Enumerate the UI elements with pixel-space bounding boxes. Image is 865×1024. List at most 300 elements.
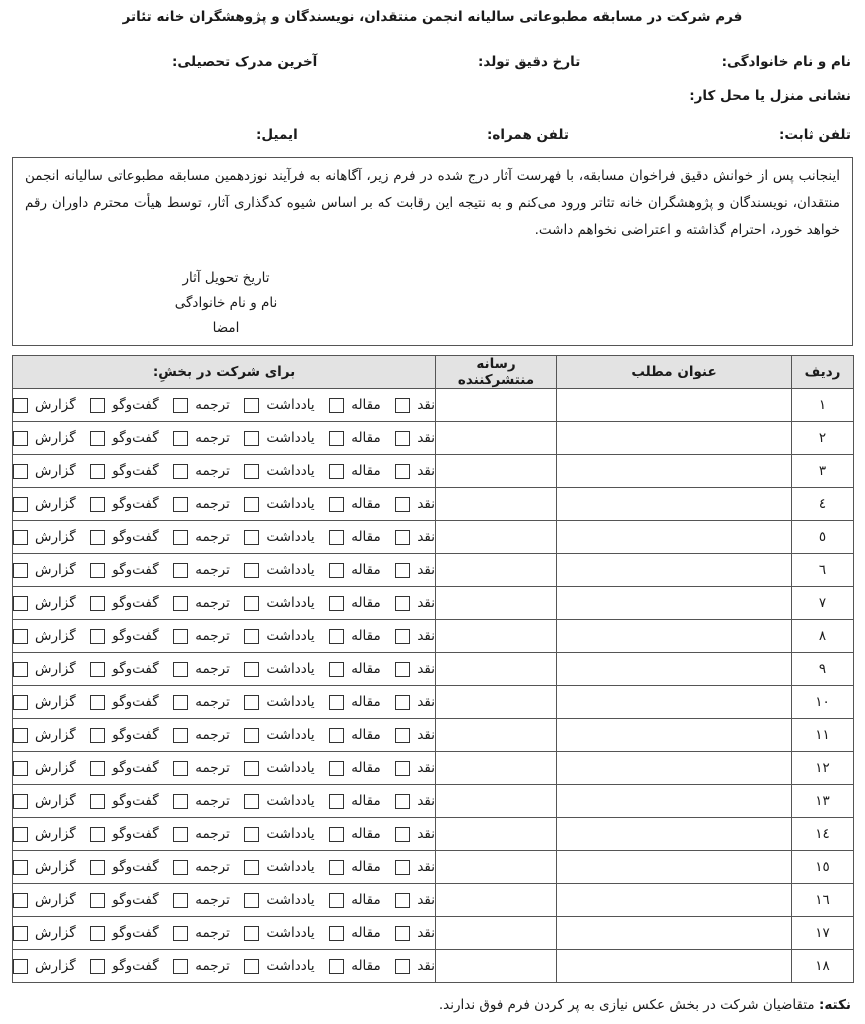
option-label: گزارش	[35, 628, 76, 644]
option-label: یادداشت	[266, 430, 315, 446]
option-label: ترجمه	[195, 430, 230, 446]
option-label: نقد	[417, 628, 435, 644]
option-checkbox[interactable]	[329, 662, 344, 677]
option-checkbox[interactable]	[13, 827, 28, 842]
title-cell[interactable]	[557, 422, 792, 455]
section-options	[13, 661, 435, 677]
option-checkbox[interactable]	[329, 827, 344, 842]
section-option	[244, 760, 314, 776]
option-label: مقاله	[351, 463, 381, 479]
section-option	[395, 727, 435, 743]
option-label: ترجمه	[195, 760, 230, 776]
option-checkbox[interactable]	[329, 860, 344, 875]
option-checkbox[interactable]	[13, 893, 28, 908]
option-checkbox[interactable]	[13, 695, 28, 710]
option-checkbox[interactable]	[13, 497, 28, 512]
option-checkbox[interactable]	[173, 761, 188, 776]
option-checkbox[interactable]	[13, 761, 28, 776]
option-label: نقد	[417, 958, 435, 974]
option-checkbox[interactable]	[13, 959, 28, 974]
table-row	[13, 389, 854, 422]
option-checkbox[interactable]	[244, 761, 259, 776]
table-row	[13, 917, 854, 950]
phone-field-label: تلفن ثابت:	[778, 127, 851, 143]
option-label: ترجمه	[195, 628, 230, 644]
option-checkbox[interactable]	[173, 926, 188, 941]
option-checkbox[interactable]	[329, 431, 344, 446]
option-checkbox[interactable]	[13, 563, 28, 578]
title-cell[interactable]	[557, 785, 792, 818]
media-cell[interactable]	[436, 851, 557, 884]
option-checkbox[interactable]	[244, 794, 259, 809]
option-checkbox[interactable]	[173, 398, 188, 413]
option-label: ترجمه	[195, 397, 230, 413]
title-cell[interactable]	[557, 686, 792, 719]
table-row	[13, 653, 854, 686]
option-checkbox[interactable]	[173, 596, 188, 611]
table-row	[13, 455, 854, 488]
option-checkbox[interactable]	[244, 629, 259, 644]
section-options	[13, 793, 435, 809]
title-cell[interactable]	[557, 587, 792, 620]
option-label: نقد	[417, 430, 435, 446]
option-label: مقاله	[351, 826, 381, 842]
option-label: یادداشت	[266, 727, 315, 743]
option-label: یادداشت	[266, 793, 315, 809]
section-option	[395, 529, 435, 545]
option-checkbox[interactable]	[90, 431, 105, 446]
section-option	[173, 892, 230, 908]
section-option	[395, 793, 435, 809]
table-row	[13, 620, 854, 653]
section-option	[90, 958, 158, 974]
option-label: گزارش	[35, 463, 76, 479]
option-label: مقاله	[351, 892, 381, 908]
section-option	[395, 595, 435, 611]
row-number: ١١	[792, 719, 854, 752]
option-checkbox[interactable]	[90, 926, 105, 941]
section-option	[90, 760, 158, 776]
title-cell[interactable]	[557, 752, 792, 785]
option-checkbox[interactable]	[395, 629, 410, 644]
media-cell[interactable]	[436, 950, 557, 983]
option-checkbox[interactable]	[329, 398, 344, 413]
option-label: گزارش	[35, 562, 76, 578]
section-option	[244, 793, 314, 809]
option-label: مقاله	[351, 925, 381, 941]
option-checkbox[interactable]	[90, 662, 105, 677]
option-checkbox[interactable]	[244, 959, 259, 974]
section-option	[244, 595, 314, 611]
form-title: فرم شرکت در مسابقه مطبوعاتی سالیانه انجمن منتقدان، نویسندگان و پژوهشگران خانه تئاتر	[122, 9, 743, 25]
option-checkbox[interactable]	[90, 629, 105, 644]
section-option	[329, 397, 381, 413]
option-label: گفت‌وگو	[112, 859, 159, 875]
option-checkbox[interactable]	[395, 596, 410, 611]
footer-note-text: متقاضیان شرکت در بخش عکس نیازی به پر کردن فرم فوق ندارند.	[438, 997, 819, 1013]
option-checkbox[interactable]	[395, 893, 410, 908]
title-cell[interactable]	[557, 950, 792, 983]
option-checkbox[interactable]	[13, 398, 28, 413]
option-checkbox[interactable]	[244, 695, 259, 710]
option-label: گزارش	[35, 595, 76, 611]
option-checkbox[interactable]	[244, 563, 259, 578]
section-option	[90, 727, 158, 743]
section-option	[244, 397, 314, 413]
option-label: گفت‌وگو	[112, 430, 159, 446]
option-checkbox[interactable]	[329, 563, 344, 578]
row-number: ٢	[792, 422, 854, 455]
section-option	[329, 628, 381, 644]
option-label: گفت‌وگو	[112, 892, 159, 908]
option-label: ترجمه	[195, 958, 230, 974]
section-option	[13, 397, 76, 413]
option-checkbox[interactable]	[244, 596, 259, 611]
title-cell[interactable]	[557, 521, 792, 554]
table-row	[13, 719, 854, 752]
option-checkbox[interactable]	[13, 464, 28, 479]
option-checkbox[interactable]	[13, 629, 28, 644]
option-label: نقد	[417, 892, 435, 908]
table-row	[13, 521, 854, 554]
section-option	[395, 694, 435, 710]
option-checkbox[interactable]	[13, 530, 28, 545]
option-label: ترجمه	[195, 496, 230, 512]
option-checkbox[interactable]	[395, 563, 410, 578]
media-cell[interactable]	[436, 587, 557, 620]
media-cell[interactable]	[436, 653, 557, 686]
media-cell[interactable]	[436, 884, 557, 917]
section-option	[329, 595, 381, 611]
section-option	[329, 793, 381, 809]
option-checkbox[interactable]	[395, 497, 410, 512]
title-cell[interactable]	[557, 455, 792, 488]
option-checkbox[interactable]	[173, 629, 188, 644]
option-checkbox[interactable]	[173, 860, 188, 875]
media-cell[interactable]	[436, 389, 557, 422]
option-checkbox[interactable]	[90, 959, 105, 974]
option-checkbox[interactable]	[90, 596, 105, 611]
section-option	[173, 661, 230, 677]
option-checkbox[interactable]	[173, 959, 188, 974]
option-label: مقاله	[351, 628, 381, 644]
option-checkbox[interactable]	[395, 926, 410, 941]
title-cell[interactable]	[557, 719, 792, 752]
option-checkbox[interactable]	[395, 728, 410, 743]
media-cell[interactable]	[436, 686, 557, 719]
option-checkbox[interactable]	[244, 728, 259, 743]
option-checkbox[interactable]	[13, 662, 28, 677]
media-cell[interactable]	[436, 620, 557, 653]
option-checkbox[interactable]	[244, 827, 259, 842]
title-cell[interactable]	[557, 917, 792, 950]
option-checkbox[interactable]	[173, 497, 188, 512]
option-label: یادداشت	[266, 694, 315, 710]
media-cell[interactable]	[436, 818, 557, 851]
option-checkbox[interactable]	[173, 431, 188, 446]
option-label: ترجمه	[195, 661, 230, 677]
option-checkbox[interactable]	[395, 827, 410, 842]
section-option	[244, 694, 314, 710]
section-option	[90, 595, 158, 611]
option-label: یادداشت	[266, 397, 315, 413]
signature-line-full-name: نام و نام خانوادگی	[174, 295, 278, 311]
option-checkbox[interactable]	[13, 596, 28, 611]
option-checkbox[interactable]	[90, 497, 105, 512]
media-cell[interactable]	[436, 521, 557, 554]
title-cell[interactable]	[557, 554, 792, 587]
section-option	[13, 595, 76, 611]
option-label: گزارش	[35, 892, 76, 908]
option-checkbox[interactable]	[173, 530, 188, 545]
row-number: ١٨	[792, 950, 854, 983]
option-label: گفت‌وگو	[112, 529, 159, 545]
section-option	[244, 529, 314, 545]
row-number: ١٦	[792, 884, 854, 917]
option-checkbox[interactable]	[13, 860, 28, 875]
option-checkbox[interactable]	[329, 629, 344, 644]
option-label: گزارش	[35, 496, 76, 512]
media-cell[interactable]	[436, 752, 557, 785]
row-number: ١٥	[792, 851, 854, 884]
option-checkbox[interactable]	[395, 530, 410, 545]
section-option	[329, 562, 381, 578]
section-option	[13, 430, 76, 446]
table-row	[13, 587, 854, 620]
section-option	[90, 628, 158, 644]
media-cell[interactable]	[436, 785, 557, 818]
option-checkbox[interactable]	[244, 398, 259, 413]
option-checkbox[interactable]	[244, 464, 259, 479]
option-checkbox[interactable]	[173, 893, 188, 908]
header-media: رسانه منتشرکننده	[436, 356, 557, 389]
row-number: ١٢	[792, 752, 854, 785]
option-checkbox[interactable]	[90, 794, 105, 809]
option-checkbox[interactable]	[395, 794, 410, 809]
title-cell[interactable]	[557, 653, 792, 686]
option-checkbox[interactable]	[329, 926, 344, 941]
option-checkbox[interactable]	[244, 662, 259, 677]
option-label: مقاله	[351, 760, 381, 776]
signature-line-delivery-date: تاریخ تحویل آثار	[182, 270, 270, 286]
row-number: ٧	[792, 587, 854, 620]
section-options	[13, 529, 435, 545]
section-options	[13, 925, 435, 941]
option-checkbox[interactable]	[173, 695, 188, 710]
option-checkbox[interactable]	[90, 563, 105, 578]
option-label: نقد	[417, 463, 435, 479]
option-checkbox[interactable]	[90, 530, 105, 545]
option-label: نقد	[417, 397, 435, 413]
option-checkbox[interactable]	[173, 794, 188, 809]
option-checkbox[interactable]	[244, 431, 259, 446]
section-options	[13, 562, 435, 578]
option-label: ترجمه	[195, 562, 230, 578]
works-table-header-row	[13, 356, 854, 389]
table-row	[13, 818, 854, 851]
option-label: نقد	[417, 826, 435, 842]
option-label: یادداشت	[266, 529, 315, 545]
title-cell[interactable]	[557, 488, 792, 521]
section-option	[173, 760, 230, 776]
section-option	[244, 826, 314, 842]
option-checkbox[interactable]	[395, 662, 410, 677]
option-label: گفت‌وگو	[112, 463, 159, 479]
option-checkbox[interactable]	[329, 464, 344, 479]
option-checkbox[interactable]	[90, 893, 105, 908]
section-option	[90, 562, 158, 578]
row-number: ٦	[792, 554, 854, 587]
table-row	[13, 884, 854, 917]
option-label: یادداشت	[266, 496, 315, 512]
media-cell[interactable]	[436, 455, 557, 488]
title-cell[interactable]	[557, 620, 792, 653]
option-label: مقاله	[351, 694, 381, 710]
section-option	[90, 397, 158, 413]
table-row	[13, 851, 854, 884]
option-label: گزارش	[35, 661, 76, 677]
option-label: ترجمه	[195, 595, 230, 611]
option-label: یادداشت	[266, 859, 315, 875]
signature-block	[171, 266, 281, 341]
option-label: ترجمه	[195, 826, 230, 842]
option-label: گزارش	[35, 958, 76, 974]
option-checkbox[interactable]	[329, 794, 344, 809]
option-checkbox[interactable]	[329, 893, 344, 908]
media-cell[interactable]	[436, 917, 557, 950]
section-option	[244, 661, 314, 677]
section-options	[13, 694, 435, 710]
option-checkbox[interactable]	[173, 464, 188, 479]
option-checkbox[interactable]	[244, 860, 259, 875]
section-option	[329, 430, 381, 446]
option-checkbox[interactable]	[395, 431, 410, 446]
option-checkbox[interactable]	[173, 563, 188, 578]
option-label: مقاله	[351, 529, 381, 545]
option-checkbox[interactable]	[173, 728, 188, 743]
option-label: نقد	[417, 859, 435, 875]
works-table	[12, 355, 854, 983]
section-option	[329, 925, 381, 941]
option-checkbox[interactable]	[395, 464, 410, 479]
header-title: عنوان مطلب	[557, 356, 792, 389]
table-row	[13, 554, 854, 587]
option-checkbox[interactable]	[90, 827, 105, 842]
option-checkbox[interactable]	[395, 860, 410, 875]
option-checkbox[interactable]	[244, 530, 259, 545]
row-number: ١٤	[792, 818, 854, 851]
option-label: گزارش	[35, 760, 76, 776]
media-cell[interactable]	[436, 719, 557, 752]
option-checkbox[interactable]	[395, 398, 410, 413]
option-checkbox[interactable]	[395, 959, 410, 974]
section-option	[329, 760, 381, 776]
section-option	[13, 826, 76, 842]
section-option	[244, 925, 314, 941]
option-checkbox[interactable]	[244, 893, 259, 908]
section-option	[13, 562, 76, 578]
option-checkbox[interactable]	[395, 695, 410, 710]
option-checkbox[interactable]	[329, 728, 344, 743]
option-label: نقد	[417, 595, 435, 611]
section-option	[13, 760, 76, 776]
title-cell[interactable]	[557, 389, 792, 422]
option-checkbox[interactable]	[329, 695, 344, 710]
option-checkbox[interactable]	[329, 959, 344, 974]
section-option	[329, 859, 381, 875]
section-option	[173, 562, 230, 578]
option-label: ترجمه	[195, 793, 230, 809]
option-label: ترجمه	[195, 925, 230, 941]
option-checkbox[interactable]	[244, 926, 259, 941]
option-checkbox[interactable]	[173, 827, 188, 842]
option-checkbox[interactable]	[90, 398, 105, 413]
section-option	[13, 694, 76, 710]
option-checkbox[interactable]	[329, 596, 344, 611]
option-checkbox[interactable]	[395, 761, 410, 776]
option-label: یادداشت	[266, 628, 315, 644]
option-checkbox[interactable]	[329, 497, 344, 512]
option-label: نقد	[417, 694, 435, 710]
option-label: گزارش	[35, 826, 76, 842]
option-checkbox[interactable]	[13, 728, 28, 743]
section-options	[13, 496, 435, 512]
row-number: ١٠	[792, 686, 854, 719]
option-checkbox[interactable]	[329, 530, 344, 545]
option-checkbox[interactable]	[329, 761, 344, 776]
row-number: ٨	[792, 620, 854, 653]
option-label: گزارش	[35, 793, 76, 809]
media-cell[interactable]	[436, 554, 557, 587]
media-cell[interactable]	[436, 488, 557, 521]
option-checkbox[interactable]	[90, 464, 105, 479]
option-label: گفت‌وگو	[112, 397, 159, 413]
option-label: مقاله	[351, 859, 381, 875]
option-label: ترجمه	[195, 859, 230, 875]
option-checkbox[interactable]	[13, 794, 28, 809]
media-cell[interactable]	[436, 422, 557, 455]
section-options	[13, 727, 435, 743]
option-label: گزارش	[35, 859, 76, 875]
option-checkbox[interactable]	[90, 695, 105, 710]
option-label: مقاله	[351, 958, 381, 974]
section-option	[90, 826, 158, 842]
section-option	[90, 430, 158, 446]
section-option	[244, 727, 314, 743]
section-option	[13, 628, 76, 644]
title-cell[interactable]	[557, 851, 792, 884]
title-cell[interactable]	[557, 884, 792, 917]
option-checkbox[interactable]	[90, 728, 105, 743]
title-cell[interactable]	[557, 818, 792, 851]
section-option	[395, 562, 435, 578]
section-option	[244, 628, 314, 644]
section-option	[90, 496, 158, 512]
degree-field-label: آخرین مدرک تحصیلی:	[172, 54, 318, 70]
option-checkbox[interactable]	[244, 497, 259, 512]
row-number: ٩	[792, 653, 854, 686]
option-label: یادداشت	[266, 826, 315, 842]
option-checkbox[interactable]	[90, 761, 105, 776]
section-option	[395, 496, 435, 512]
option-checkbox[interactable]	[173, 662, 188, 677]
option-checkbox[interactable]	[90, 860, 105, 875]
option-checkbox[interactable]	[13, 431, 28, 446]
section-option	[173, 826, 230, 842]
option-checkbox[interactable]	[13, 926, 28, 941]
section-option	[13, 793, 76, 809]
section-option	[395, 397, 435, 413]
